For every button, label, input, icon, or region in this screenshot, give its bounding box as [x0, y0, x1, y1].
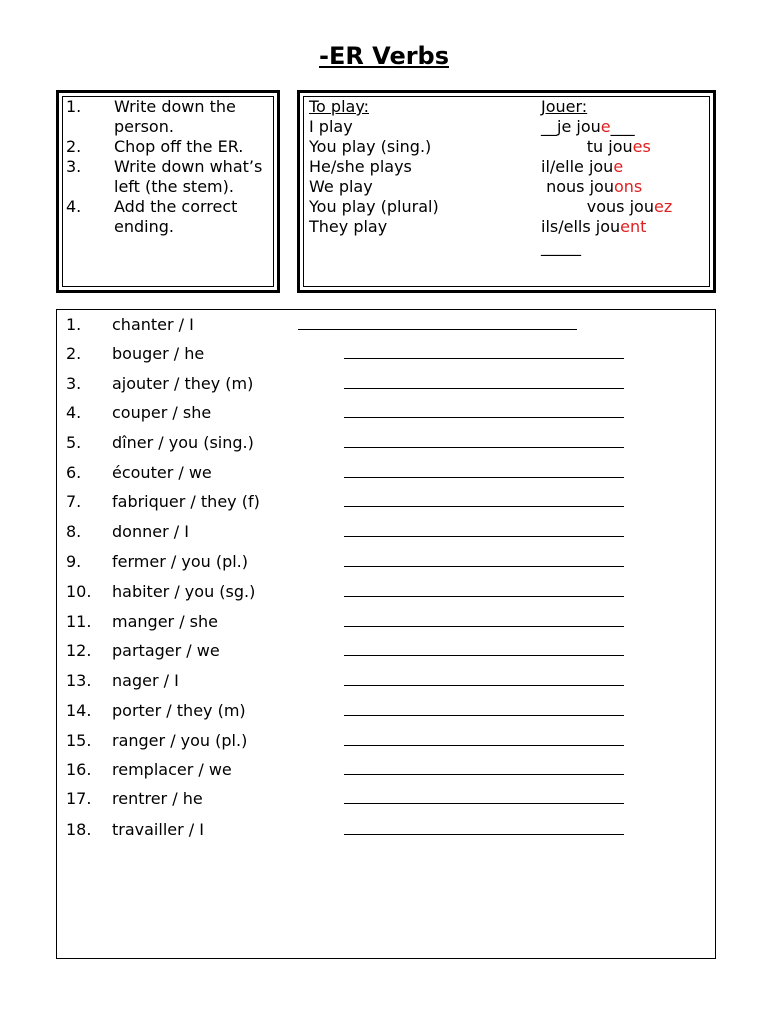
step-item [66, 197, 271, 237]
answer-blank[interactable] [344, 477, 624, 478]
exercise-prompt: travailler / I [112, 820, 204, 839]
answer-blank[interactable] [344, 358, 624, 359]
french-ending: ez [653, 197, 673, 216]
english-header: To play: [309, 97, 370, 116]
answer-blank[interactable] [344, 774, 624, 775]
exercise-number: 3. [66, 374, 82, 393]
french-ending: es [632, 137, 651, 156]
answer-blank[interactable] [344, 715, 624, 716]
step-text: Write down what’s left (the stem). [114, 157, 263, 196]
english-form: They play [309, 217, 388, 236]
step-number: 3. [66, 157, 82, 176]
exercise-prompt: dîner / you (sing.) [112, 433, 254, 452]
exercise-prompt: habiter / you (sg.) [112, 582, 256, 601]
exercise-prompt: rentrer / he [112, 789, 203, 808]
step-item [66, 97, 271, 137]
exercise-number: 10. [66, 582, 92, 601]
french-ending: e [600, 117, 611, 136]
trailing-blank: _____ [541, 237, 581, 256]
exercise-number: 13. [66, 671, 92, 690]
exercise-number: 16. [66, 760, 92, 779]
french-form [541, 217, 672, 237]
exercise-prompt: ajouter / they (m) [112, 374, 254, 393]
exercise-prompt: partager / we [112, 641, 220, 660]
exercise-prompt: bouger / he [112, 344, 205, 363]
exercise-prompt: remplacer / we [112, 760, 232, 779]
answer-blank[interactable] [344, 626, 624, 627]
english-form: You play (sing.) [309, 137, 432, 156]
answer-blank[interactable] [344, 803, 624, 804]
exercise-number: 6. [66, 463, 82, 482]
step-number: 2. [66, 137, 82, 156]
english-form: He/she plays [309, 157, 412, 176]
exercise-number: 9. [66, 552, 82, 571]
answer-blank[interactable] [344, 685, 624, 686]
french-form [541, 157, 672, 177]
page-title: -ER Verbs [318, 42, 450, 70]
french-blank: ___ [610, 117, 635, 136]
answer-blank[interactable] [344, 447, 624, 448]
exercise-prompt: chanter / I [112, 315, 194, 334]
step-item [66, 137, 271, 157]
exercise-prompt: manger / she [112, 612, 218, 631]
french-form [541, 177, 672, 197]
english-form: I play [309, 117, 353, 136]
answer-blank[interactable] [344, 566, 624, 567]
answer-blank[interactable] [344, 834, 624, 835]
answer-blank[interactable] [344, 745, 624, 746]
french-form [541, 137, 672, 157]
exercise-number: 12. [66, 641, 92, 660]
french-form [541, 197, 672, 217]
french-stem: nous jou [541, 177, 614, 196]
exercise-prompt: couper / she [112, 403, 212, 422]
exercise-prompt: nager / I [112, 671, 179, 690]
answer-blank[interactable] [344, 596, 624, 597]
exercise-prompt: donner / I [112, 522, 189, 541]
french-ending: e [613, 157, 624, 176]
step-number: 4. [66, 197, 82, 216]
answer-blank[interactable] [344, 506, 624, 507]
answer-blank[interactable] [344, 655, 624, 656]
step-text: Add the correct ending. [114, 197, 238, 236]
exercise-number: 8. [66, 522, 82, 541]
exercise-number: 2. [66, 344, 82, 363]
french-header: Jouer: [541, 97, 588, 116]
exercise-number: 7. [66, 492, 82, 511]
french-stem: il/elle jou [541, 157, 614, 176]
answer-blank[interactable] [344, 536, 624, 537]
exercise-number: 15. [66, 731, 92, 750]
english-form: You play (plural) [309, 197, 439, 216]
exercise-prompt: porter / they (m) [112, 701, 246, 720]
exercise-number: 11. [66, 612, 92, 631]
french-stem: vous jou [541, 197, 654, 216]
french-column [541, 97, 672, 257]
exercise-number: 4. [66, 403, 82, 422]
answer-blank[interactable] [298, 329, 577, 330]
step-item [66, 157, 271, 197]
french-stem: __je jou [541, 117, 601, 136]
answer-blank[interactable] [344, 417, 624, 418]
exercise-number: 14. [66, 701, 92, 720]
french-ending: ons [613, 177, 643, 196]
french-form [541, 117, 672, 137]
step-text: Write down the person. [114, 97, 236, 136]
french-stem: tu jou [541, 137, 633, 156]
exercise-number: 5. [66, 433, 82, 452]
exercise-number: 18. [66, 820, 92, 839]
exercise-number: 17. [66, 789, 92, 808]
exercise-prompt: fermer / you (pl.) [112, 552, 248, 571]
exercise-prompt: fabriquer / they (f) [112, 492, 260, 511]
step-number: 1. [66, 97, 82, 116]
french-ending: ent [620, 217, 647, 236]
step-text: Chop off the ER. [114, 137, 244, 156]
english-column [309, 97, 439, 237]
exercise-prompt: écouter / we [112, 463, 212, 482]
exercise-prompt: ranger / you (pl.) [112, 731, 248, 750]
english-form: We play [309, 177, 373, 196]
answer-blank[interactable] [344, 388, 624, 389]
french-stem: ils/ells jou [541, 217, 621, 236]
steps-list [66, 97, 271, 237]
exercise-number: 1. [66, 315, 82, 334]
